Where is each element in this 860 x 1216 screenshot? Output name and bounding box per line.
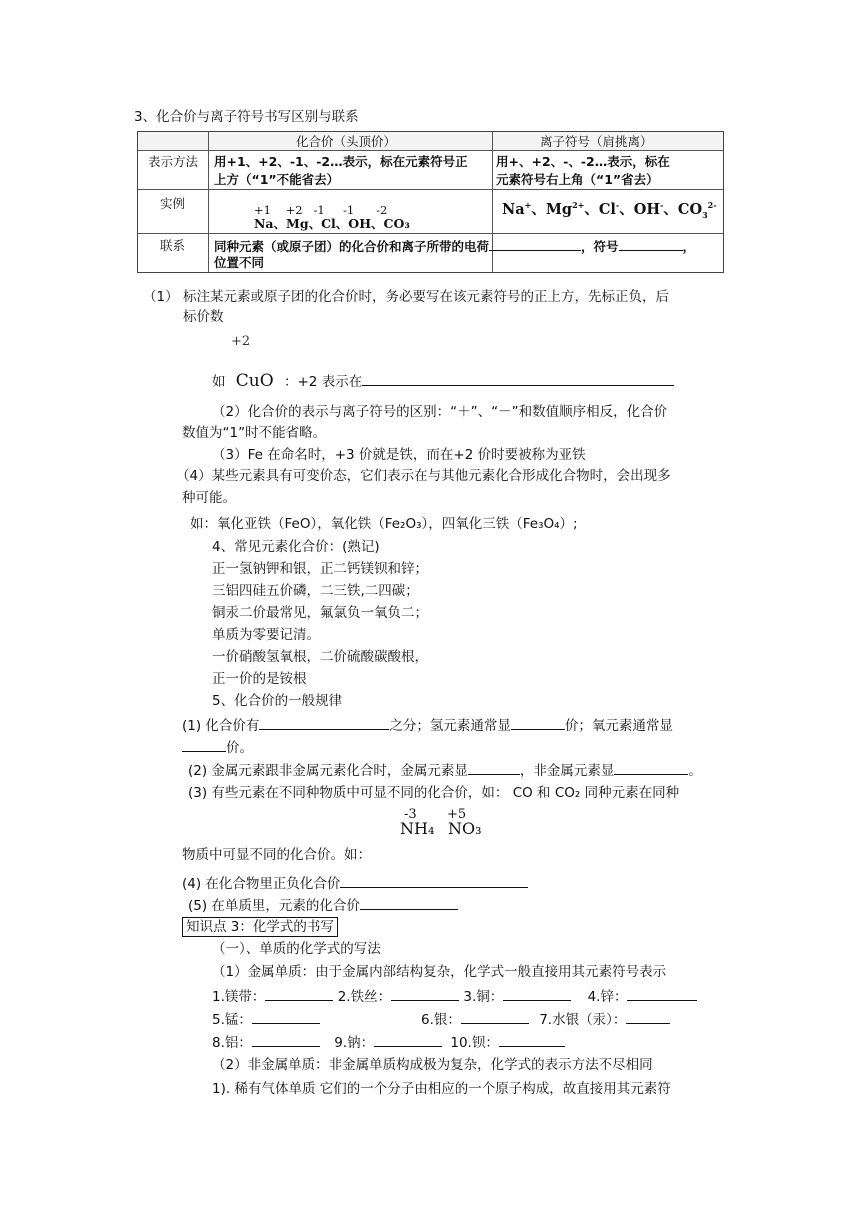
- cuo-valence-mark: +2: [231, 334, 251, 349]
- blank-answer[interactable]: [627, 987, 697, 1001]
- section-4-title: 4、常见元素化合价：(熟记): [212, 539, 380, 555]
- metal-intro: （1）金属单质：由于金属内部结构复杂，化学式一般直接用其元素符号表示: [212, 964, 667, 980]
- nh4-formula: NH₄: [400, 819, 435, 838]
- table-col-divider: [208, 132, 209, 272]
- table-row-divider: [138, 233, 723, 234]
- relation-line2: 位置不同: [214, 255, 265, 270]
- p2-line1: （2）化合价的表示与离子符号的区别：“＋”、“－”和数值顺序相反，化合价: [212, 404, 668, 420]
- mnemonic-line: 正一价的是铵根: [212, 671, 307, 687]
- knowledge-point-3-title: 知识点 3：化学式的书写: [182, 917, 338, 937]
- blank-rule1c[interactable]: [182, 738, 226, 752]
- blank-rule1a[interactable]: [259, 716, 389, 730]
- header-valence: 化合价（头顶价）: [296, 134, 397, 149]
- noble-gas-line: 1). 稀有气体单质 它们的一个分子由相应的一个原子构成，故直接用其元素符: [212, 1081, 671, 1097]
- p4-line1: （4）某些元素具有可变价态，它们表示在与其他元素化合形成化合物时，会出现多: [176, 468, 671, 484]
- blank-rule2b[interactable]: [614, 761, 688, 775]
- blank-rule1b[interactable]: [511, 716, 565, 730]
- rule-3-line1: (3) 有些元素在不同种物质中可显不同的化合价，如： CO 和 CO₂ 同种元素在同种: [188, 785, 680, 801]
- table-row-divider: [138, 150, 723, 151]
- nh4-valence-mark: -3: [404, 807, 417, 822]
- blank-answer[interactable]: [391, 987, 459, 1001]
- mnemonic-line: 铜汞二价最常见，氟氯负一氧负二；: [212, 605, 428, 621]
- p3: （3）Fe 在命名时，+3 价就是铁，而在+2 价时要被称为亚铁: [212, 447, 586, 463]
- blank-answer[interactable]: [499, 1033, 565, 1047]
- relation-line1: 同种元素（或原子团）的化合价和离子所带的电荷 ，符号 ，: [214, 239, 696, 254]
- header-ion: 离子符号（肩挑离）: [540, 134, 653, 149]
- mnemonic-line: 一价硝酸氢氧根，二价硫酸碳酸根，: [212, 649, 428, 665]
- rule-3-line2: 物质中可显不同的化合价。如：: [182, 847, 371, 863]
- rule-4: (4) 在化合物里正负化合价: [182, 874, 528, 893]
- blank-rule4[interactable]: [340, 874, 528, 888]
- mnemonic-line: 正一氢钠钾和银，正二钙镁钡和锌；: [212, 561, 428, 577]
- blank-answer[interactable]: [461, 1010, 529, 1024]
- p1-line2: 标价数: [183, 309, 224, 325]
- ion-method-line2: 元素符号右上角（“1”省去）: [496, 172, 659, 187]
- cuo-line: 如 CuO ：+2 表示在: [212, 372, 674, 391]
- p1-number: （1）: [143, 289, 179, 305]
- ion-example-formulas: Na+、$Mg^{2+}$、Cl-、OH-、$CO_3^{2-}$: [502, 200, 717, 220]
- blank-answer[interactable]: [252, 1033, 320, 1047]
- mnemonic-line: 三铝四硅五价磷，二三铁,二四碳；: [212, 583, 419, 599]
- nonmetal-intro: （2）非金属单质：非金属单质构成极为复杂，化学式的表示方法不尽相同: [212, 1057, 653, 1073]
- simple-substance-heading: （一）、单质的化学式的写法: [212, 941, 381, 957]
- blank-answer[interactable]: [503, 987, 571, 1001]
- blank-answer[interactable]: [374, 1033, 442, 1047]
- table-row-divider: [138, 189, 723, 190]
- valence-example-marks: +1 +2 -1 -1 -2: [254, 203, 388, 217]
- row-label-example: 实例: [160, 196, 186, 211]
- row-label-method: 表示方法: [148, 154, 199, 169]
- rule-2: (2) 金属元素跟非金属元素化合时，金属元素显 ，非金属元素显 。: [188, 763, 702, 779]
- valence-method-line1: 用+1、+2、-1、-2…表示，标在元素符号正: [214, 154, 468, 169]
- rule-1-line2: 价。: [182, 738, 253, 757]
- section-3-title: 3、化合价与离子符号书写区别与联系: [134, 109, 359, 125]
- valence-ion-table: [137, 131, 724, 273]
- blank-rule2a[interactable]: [468, 761, 520, 775]
- exercise-row: 6.银： 7.水银（汞）：: [421, 1010, 670, 1029]
- exercise-row: 5.锰：: [212, 1010, 320, 1029]
- valence-method-line2: 上方（“1”不能省去）: [214, 172, 340, 187]
- exercise-row: 1.镁带： 2.铁丝： 3.铜： 4.锌：: [212, 987, 697, 1006]
- rule-5: (5) 在单质里，元素的化合价: [188, 896, 458, 915]
- p2-line2: 数值为“1”时不能省略。: [182, 425, 327, 441]
- exercise-row: 8.铝： 9.钠： 10.钡：: [212, 1033, 565, 1052]
- ion-method-line1: 用+、+2、-、-2…表示，标在: [496, 154, 670, 169]
- no3-formula: NO₃: [448, 819, 482, 838]
- blank-answer[interactable]: [626, 1010, 670, 1024]
- section-5-title: 5、化合价的一般规律: [212, 693, 343, 709]
- blank-answer[interactable]: [265, 987, 333, 1001]
- blank-answer[interactable]: [252, 1010, 320, 1024]
- p1-line1: 标注某元素或原子团的化合价时，务必要写在该元素符号的正上方，先标正负，后: [183, 289, 669, 305]
- valence-example-formulas: Na、Mg、Cl、OH、CO₃: [254, 216, 410, 231]
- blank-charge[interactable]: [489, 237, 581, 251]
- example-iron-oxides: 如：氧化亚铁（FeO），氧化铁（Fe₂O₃），四氧化三铁（Fe₃O₄）;: [190, 516, 578, 532]
- blank-rule5[interactable]: [360, 896, 458, 910]
- blank-cuo[interactable]: [362, 372, 674, 386]
- row-label-relation: 联系: [160, 238, 186, 253]
- mnemonic-line: 单质为零要记清。: [212, 627, 320, 643]
- p4-line2: 种可能。: [182, 490, 236, 506]
- rule-1-line1: (1) 化合价有 之分；氢元素通常显 价；氧元素通常显: [182, 718, 673, 734]
- blank-symbol[interactable]: [619, 237, 683, 251]
- no3-valence-mark: +5: [447, 807, 467, 822]
